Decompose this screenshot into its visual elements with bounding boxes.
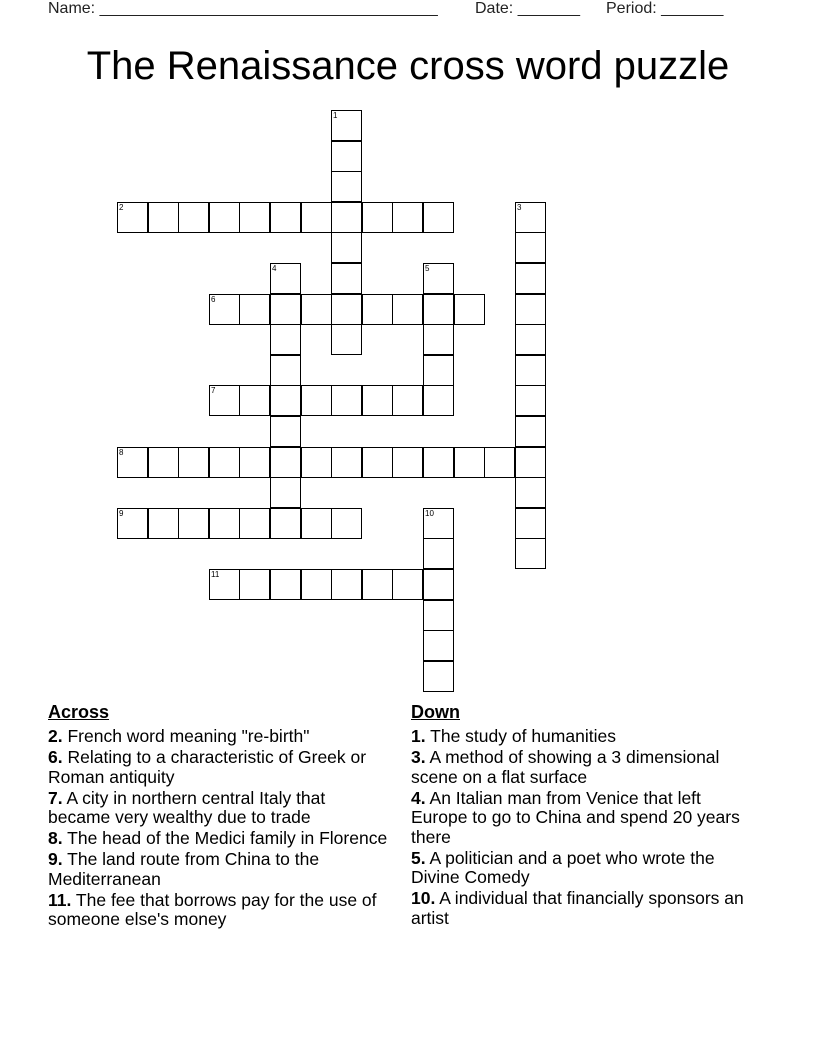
page-title: The Renaissance cross word puzzle [86,44,730,88]
down-clue-5: 5. A politician and a poet who wrote the Divine Comedy [411,847,715,887]
grid-cell[interactable] [362,569,393,600]
grid-cell[interactable] [515,232,546,263]
grid-cell[interactable] [331,447,362,478]
clue-number: 11 [211,570,220,579]
grid-cell[interactable] [301,569,332,600]
grid-cell[interactable] [239,508,270,539]
period-field-label: Period: _______ [606,0,724,17]
grid-cell[interactable] [423,569,454,600]
grid-cell[interactable] [178,202,209,233]
grid-cell[interactable] [301,385,332,416]
grid-cell[interactable] [178,508,209,539]
across-clue-9: 9. The land route from China to the Mediterranean [48,849,320,889]
grid-cell[interactable] [331,202,362,233]
clue-number: 9 [119,509,124,518]
across-clue-8: 8. The head of the Medici family in Florence [48,828,388,848]
down-heading: Down [411,702,460,722]
grid-cell[interactable] [392,385,423,416]
grid-cell[interactable] [515,202,546,233]
grid-cell[interactable] [270,508,301,539]
clue-number: 5 [425,264,430,273]
grid-cell[interactable] [270,385,301,416]
grid-cell[interactable] [301,447,332,478]
grid-cell[interactable] [239,385,270,416]
grid-cell[interactable] [515,385,546,416]
grid-cell[interactable] [515,355,546,386]
grid-cell[interactable] [515,294,546,325]
grid-cell[interactable] [392,202,423,233]
down-clue-4: 4. An Italian man from Venice that left Europe to go to China and spend 20 years there [411,787,740,847]
across-clue-7: 7. A city in northern central Italy that became very wealthy due to trade [48,787,326,827]
grid-cell[interactable] [270,263,301,294]
grid-cell[interactable] [301,202,332,233]
grid-cell[interactable] [117,202,148,233]
grid-cell[interactable] [423,661,454,692]
grid-cell[interactable] [301,294,332,325]
grid-cell[interactable] [209,447,240,478]
grid-cell[interactable] [148,508,179,539]
grid-cell[interactable] [270,477,301,508]
grid-cell[interactable] [362,447,393,478]
grid-cell[interactable] [239,294,270,325]
grid-cell[interactable] [239,447,270,478]
grid-cell[interactable] [392,294,423,325]
down-clue-3: 3. A method of showing a 3 dimensional scene on a flat surface [411,747,720,787]
grid-cell[interactable] [331,294,362,325]
clue-number: 3 [517,203,522,212]
grid-cell[interactable] [148,447,179,478]
down-clue-1: 1. The study of humanities [411,726,616,746]
grid-cell[interactable] [454,447,485,478]
grid-cell[interactable] [484,447,515,478]
clue-number: 8 [119,448,124,457]
grid-cell[interactable] [239,202,270,233]
grid-cell[interactable] [331,171,362,202]
name-field-label: Name: ______________________________________ [48,0,438,17]
grid-cell[interactable] [270,355,301,386]
grid-cell[interactable] [331,385,362,416]
grid-cell[interactable] [331,110,362,141]
grid-cell[interactable] [392,569,423,600]
grid-cell[interactable] [392,447,423,478]
grid-cell[interactable] [209,569,240,600]
grid-cell[interactable] [362,202,393,233]
grid-cell[interactable] [270,294,301,325]
grid-cell[interactable] [270,324,301,355]
grid-cell[interactable] [362,385,393,416]
grid-cell[interactable] [515,538,546,569]
grid-cell[interactable] [423,324,454,355]
across-clues [48,702,388,931]
grid-cell[interactable] [331,263,362,294]
grid-cell[interactable] [209,202,240,233]
grid-cell[interactable] [239,569,270,600]
grid-cell[interactable] [270,447,301,478]
clue-number: 1 [333,111,338,120]
down-clues [411,702,756,930]
grid-cell[interactable] [423,600,454,631]
grid-cell[interactable] [270,569,301,600]
grid-cell[interactable] [270,416,301,447]
across-clue-11: 11. The fee that borrows pay for the use of someone else's money [48,889,377,929]
across-clue-6: 6. Relating to a characteristic of Greek or Roman antiquity [48,747,367,787]
grid-cell[interactable] [331,324,362,355]
grid-cell[interactable] [454,294,485,325]
grid-cell[interactable] [423,385,454,416]
grid-cell[interactable] [515,324,546,355]
grid-cell[interactable] [178,447,209,478]
grid-cell[interactable] [515,477,546,508]
grid-cell[interactable] [301,508,332,539]
grid-cell[interactable] [423,538,454,569]
grid-cell[interactable] [117,508,148,539]
grid-cell[interactable] [515,416,546,447]
grid-cell[interactable] [331,569,362,600]
grid-cell[interactable] [423,508,454,539]
grid-cell[interactable] [148,202,179,233]
clue-number: 7 [211,386,216,395]
grid-cell[interactable] [331,141,362,172]
grid-cell[interactable] [423,294,454,325]
grid-cell[interactable] [423,263,454,294]
grid-cell[interactable] [331,232,362,263]
grid-cell[interactable] [515,263,546,294]
grid-cell[interactable] [209,508,240,539]
grid-cell[interactable] [362,294,393,325]
across-clue-2: 2. French word meaning "re-birth" [48,726,310,746]
grid-cell[interactable] [117,447,148,478]
grid-cell[interactable] [209,294,240,325]
grid-cell[interactable] [423,447,454,478]
clue-number: 10 [425,509,434,518]
grid-cell[interactable] [209,385,240,416]
grid-cell[interactable] [270,202,301,233]
grid-cell[interactable] [423,202,454,233]
date-field-label: Date: _______ [475,0,580,17]
grid-cell[interactable] [331,508,362,539]
across-heading: Across [48,702,110,722]
down-clue-10: 10. A individual that financially sponsors an artist [411,888,744,928]
clue-number: 6 [211,295,216,304]
grid-cell[interactable] [515,447,546,478]
grid-cell[interactable] [515,508,546,539]
grid-cell[interactable] [423,630,454,661]
grid-cell[interactable] [423,355,454,386]
clue-number: 4 [272,264,277,273]
clue-number: 2 [119,203,124,212]
